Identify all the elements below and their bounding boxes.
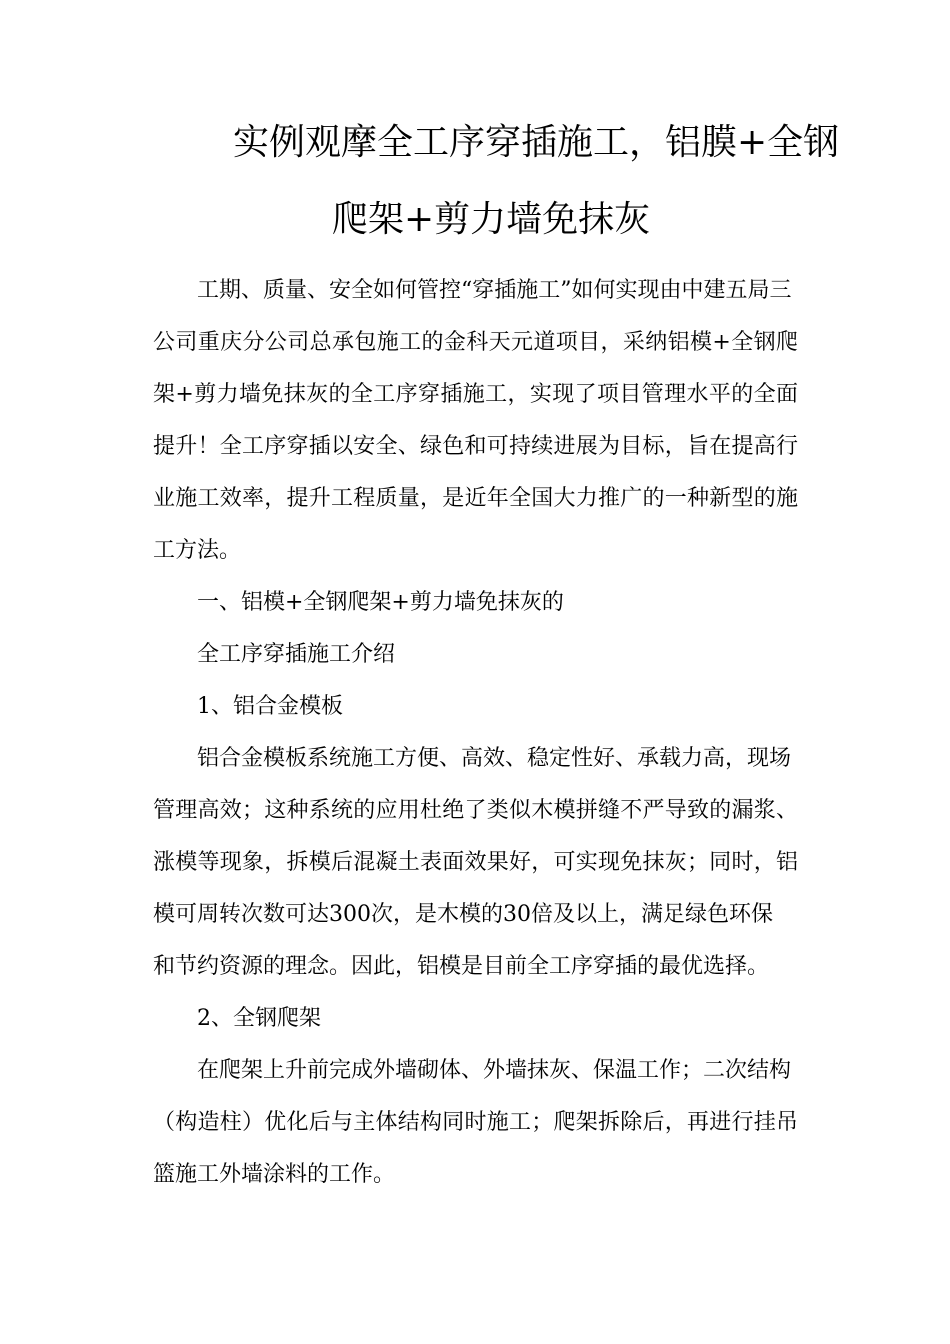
document-title-line-2: 爬架+剪力墙免抹灰 [332, 199, 651, 240]
subsection-heading-aluminum-formwork: 1、铝合金模板 [197, 694, 343, 719]
sub2-line-2: （构造柱）优化后与主体结构同时施工；爬架拆除后，再进行挂吊 [153, 1110, 798, 1135]
section-heading-line-1: 一、铝模+全钢爬架+剪力墙免抹灰的 [197, 590, 564, 615]
sub1-line-2: 管理高效；这种系统的应用杜绝了类似木模拼缝不严导致的漏浆、 [153, 798, 798, 823]
intro-line-5: 业施工效率，提升工程质量，是近年全国大力推广的一种新型的施 [153, 486, 798, 511]
sub1-line-5: 和节约资源的理念。因此，铝模是目前全工序穿插的最优选择。 [153, 954, 770, 979]
document-title-line-1: 实例观摩全工序穿插施工，铝膜+全钢 [233, 122, 840, 163]
subsection-heading-steel-climbing-frame: 2、全钢爬架 [197, 1006, 321, 1031]
sub2-line-1: 在爬架上升前完成外墙砌体、外墙抹灰、保温工作；二次结构 [197, 1058, 792, 1083]
intro-line-4: 提升！全工序穿插以安全、绿色和可持续进展为目标，旨在提高行 [153, 434, 798, 459]
intro-line-2: 公司重庆分公司总承包施工的金科天元道项目，采纳铝模+全钢爬 [153, 330, 798, 355]
sub1-line-3: 涨模等现象，拆模后混凝土表面效果好，可实现免抹灰；同时，铝 [153, 850, 798, 875]
intro-line-6: 工方法。 [153, 538, 242, 563]
intro-line-3: 架+剪力墙免抹灰的全工序穿插施工，实现了项目管理水平的全面 [153, 382, 798, 407]
intro-line-1: 工期、质量、安全如何管控“穿插施工”如何实现由中建五局三 [197, 278, 792, 303]
sub1-line-4: 模可周转次数可达300次，是木模的30倍及以上，满足绿色环保 [153, 902, 773, 927]
section-heading-line-2: 全工序穿插施工介绍 [197, 642, 396, 667]
sub2-line-3: 篮施工外墙涂料的工作。 [153, 1162, 396, 1187]
sub1-line-1: 铝合金模板系统施工方便、高效、稳定性好、承载力高，现场 [197, 746, 792, 771]
